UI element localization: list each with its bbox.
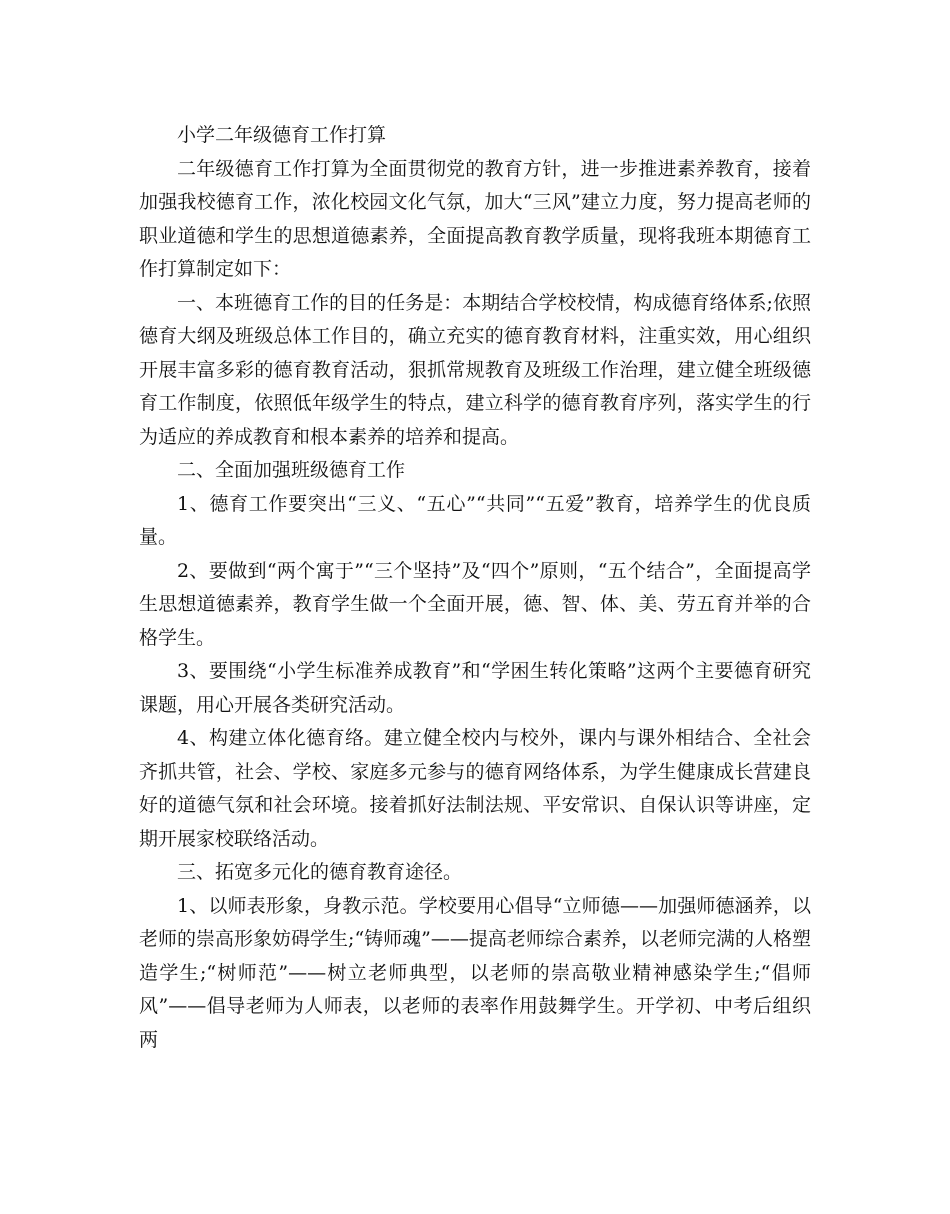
document-body	[139, 119, 811, 1057]
paragraph-intro: 二年级德育工作打算为全面贯彻党的教育方针，进一步推进素养教育，接着加强我校德育工作，浓化校园文化气氛，加大“三风”建立力度，努力提高老师的职业道德和学生的思想道德素养，全面提高教育教学质量，现将我班本期德育工作打算制定如下：	[139, 157, 811, 280]
heading-section-2: 二、全面加强班级德育工作	[177, 459, 406, 481]
paragraph-item-3-1: 1、以师表形象，身教示范。学校要用心倡导“立师德——加强师德涵养，以老师的崇高形象妨碍学生;“铸师魂”——提高老师综合素养，以老师完满的人格塑造学生;“树师范”——树立老师典型，以老师的崇高敬业精神感染学生;“倡师风”——倡导老师为人师表，以老师的表率作用鼓舞学生。开学初、中考后组织两	[139, 894, 811, 1051]
paragraph-item-2-2: 2、要做到“两个寓于”“三个坚持”及“四个”原则，“五个结合”，全面提高学生思想道德素养，教育学生做一个全面开展，德、智、体、美、劳五育并举的合格学生。	[139, 559, 811, 649]
paragraph-section-1: 一、本班德育工作的目的任务是：本期结合学校校情，构成德育络体系;依照德育大纲及班级总体工作目的，确立充实的德育教育材料，注重实效，用心组织开展丰富多彩的德育教育活动，狠抓常规教育及班级工作治理，建立健全班级德育工作制度，依照低年级学生的特点，建立科学的德育教育序列，落实学生的行为适应的养成教育和根本素养的培养和提高。	[139, 291, 811, 448]
paragraph-item-2-3: 3、要围绕“小学生标准养成教育”和“学困生转化策略”这两个主要德育研究课题，用心开展各类研究活动。	[139, 660, 811, 716]
paragraph-item-2-1: 1、德育工作要突出“三义、“五心”“共同”“五爱”教育，培养学生的优良质量。	[139, 492, 811, 548]
heading-section-3: 三、拓宽多元化的德育教育途径。	[177, 861, 463, 883]
document-title: 小学二年级德育工作打算	[177, 124, 387, 146]
paragraph-item-2-4: 4、构建立体化德育络。建立健全校内与校外，课内与课外相结合、全社会齐抓共管，社会、学校、家庭多元参与的德育网络体系，为学生健康成长营建良好的道德气氛和社会环境。接着抓好法制法规、平安常识、自保认识等讲座，定期开展家校联络活动。	[139, 727, 811, 850]
